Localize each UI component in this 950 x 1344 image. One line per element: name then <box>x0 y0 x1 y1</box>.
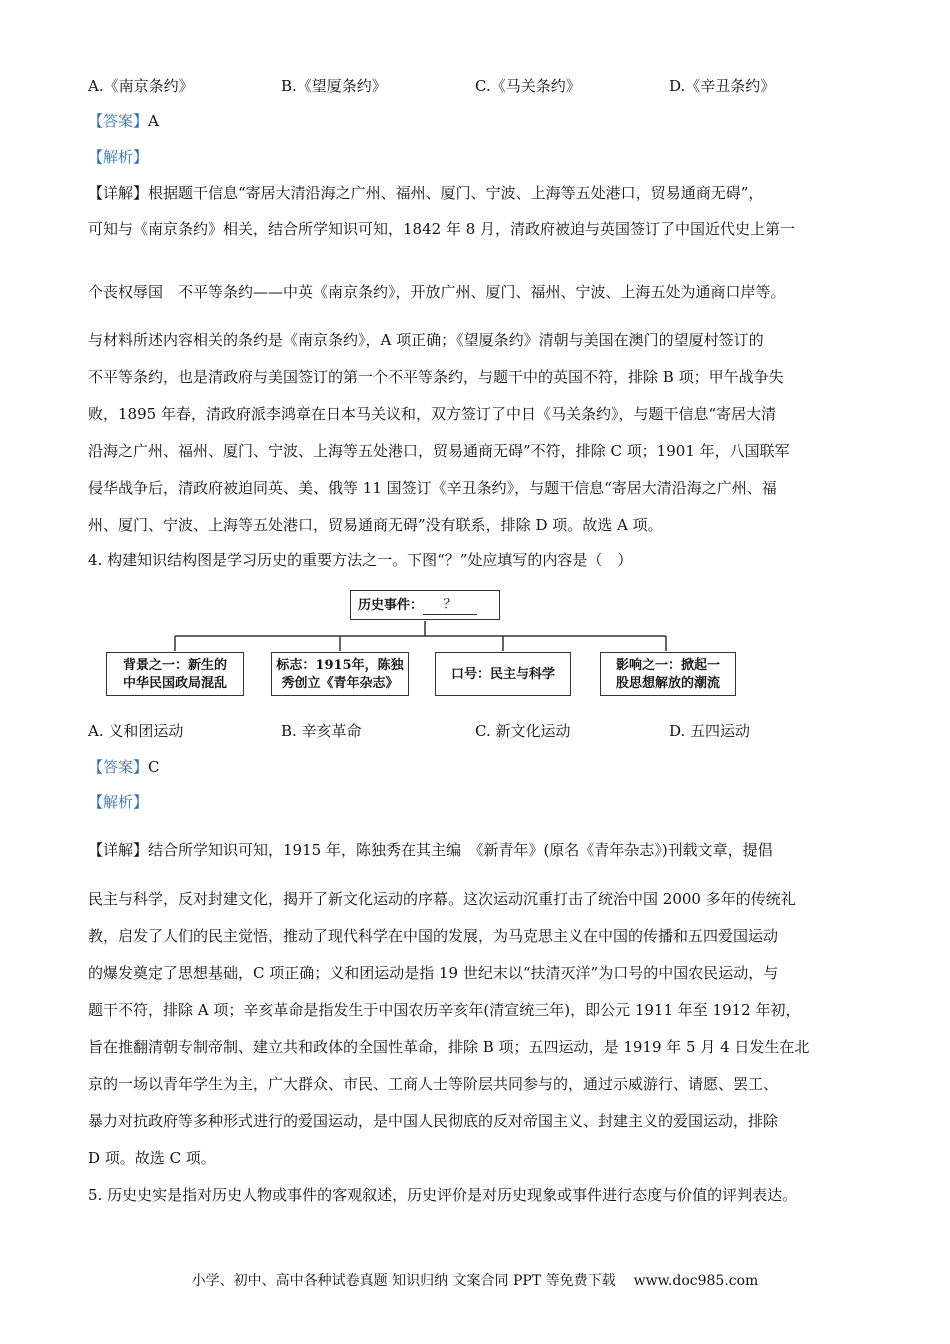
q4-analysis-label: 【解析】 <box>88 793 149 811</box>
knowledge-structure-diagram <box>100 588 750 700</box>
answer-value: C <box>148 758 160 776</box>
q3-option-c: C.《马关条约》 <box>475 77 581 95</box>
diagram-box-background <box>106 652 244 696</box>
diagram-box-line: 股思想解放的潮流 <box>615 675 720 691</box>
q4-option-d: D. 五四运动 <box>669 722 751 740</box>
footer-url[interactable]: www.doc985.com <box>633 1273 759 1289</box>
q4-option-c: C. 新文化运动 <box>475 722 571 740</box>
diagram-box-line: 中华民国政局混乱 <box>122 675 227 691</box>
q3-detail-line <box>88 183 763 203</box>
q4-detail-line: 民主与科学，反对封建文化，揭开了新文化运动的序幕。这次运动沉重打击了统治中国 2000 多年的传统礼 <box>88 890 796 908</box>
detail-label: 【详解】 <box>88 184 149 202</box>
diagram-box-line: 背景之一：新生的 <box>122 657 227 673</box>
diagram-box-line: 标志：1915年，陈独 <box>276 657 404 673</box>
answer-label: 【答案】 <box>88 112 149 130</box>
diagram-box-line: 影响之一：掀起一 <box>615 657 720 673</box>
q3-detail-line: 个丧权辱国 不平等条约——中英《南京条约》，开放广州、厦门、福州、宁波、上海五处为通商口岸等。 <box>88 283 786 301</box>
q4-detail-line: D 项。故选 C 项。 <box>88 1149 216 1167</box>
diagram-box-line: 秀创立《青年杂志》 <box>281 675 399 691</box>
answer-label: 【答案】 <box>88 758 149 776</box>
q3-detail-line: 沿海之广州、福州、厦门、宁波、上海等五处港口，贸易通商无碍”不符，排除 C 项；1901 年，八国联军 <box>88 442 790 460</box>
q5-stem: 5. 历史史实是指对历史人物或事件的客观叙述，历史评价是对历史现象或事件进行态度与价值的评判表达。 <box>88 1186 798 1204</box>
page-footer <box>0 1270 950 1290</box>
diagram-top-event-box <box>350 590 500 620</box>
q3-analysis-label: 【解析】 <box>88 148 149 166</box>
q4-detail-line <box>88 840 773 860</box>
q3-detail-line: 可知与《南京条约》相关，结合所学知识可知，1842 年 8 月，清政府被迫与英国签订了中国近代史上第一 <box>88 220 796 238</box>
q4-detail-line: 旨在推翻清朝专制帝制、建立共和政体的全国性革命，排除 B 项；五四运动，是 1919 年 5 月 4 日发生在北 <box>88 1038 810 1056</box>
q3-detail-line: 侵华战争后，清政府被迫同英、美、俄等 11 国签订《辛丑条约》，与题干信息“寄居大清沿海之广州、福 <box>88 479 777 497</box>
q3-detail-line: 败，1895 年春，清政府派李鸿章在日本马关议和，双方签订了中日《马关条约》，与题干信息“寄居大清 <box>88 405 777 423</box>
q4-detail-line: 京的一场以青年学生为主，广大群众、市民、工商人士等阶层共同参与的，通过示威游行、请愿、罢工、 <box>88 1075 779 1093</box>
q3-option-d: D.《辛丑条约》 <box>669 77 776 95</box>
q3-detail-line: 不平等条约，也是清政府与美国签订的第一个不平等条约，与题干中的英国不符，排除 B 项；甲午战争失 <box>88 368 784 386</box>
q3-detail-line: 与材料所述内容相关的条约是《南京条约》，A 项正确；《望厦条约》清朝与美国在澳门的望厦村签订的 <box>88 331 764 349</box>
q4-stem: 4. 构建知识结构图是学习历史的重要方法之一。下图“？”处应填写的内容是（ ） <box>88 551 633 569</box>
answer-value: A <box>148 112 159 130</box>
diagram-box-slogan <box>435 652 571 696</box>
q3-answer <box>88 111 159 131</box>
q3-detail-text: 根据题干信息“寄居大清沿海之广州、福州、厦门、宁波、上海等五处港口，贸易通商无碍”， <box>148 184 764 202</box>
footer-text: 小学、初中、高中各种试卷真题 知识归纳 文案合同 PPT 等免费下载 <box>191 1273 616 1289</box>
q4-detail-line: 教，启发了人们的民主觉悟，推动了现代科学在中国的发展，为马克思主义在中国的传播和五四爱国运动 <box>88 927 779 945</box>
detail-label: 【详解】 <box>88 841 149 859</box>
diagram-top-label: 历史事件： <box>358 597 424 613</box>
q4-option-b: B. 辛亥革命 <box>281 722 362 740</box>
q3-detail-line: 州、厦门、宁波、上海等五处港口，贸易通商无碍”没有联系，排除 D 项。故选 A 项。 <box>88 516 663 534</box>
q4-detail-line: 的爆发奠定了思想基础，C 项正确；义和团运动是指 19 世纪末以“扶清灭洋”为口号的中国农民运动，与 <box>88 964 779 982</box>
q3-option-b: B.《望厦条约》 <box>281 77 387 95</box>
diagram-box-influence <box>600 652 736 696</box>
diagram-box-symbol <box>271 652 409 696</box>
q4-detail-line: 暴力对抗政府等多种形式进行的爱国运动，是中国人民彻底的反对帝国主义、封建主义的爱国运动，排除 <box>88 1112 779 1130</box>
diagram-box-line: 口号：民主与科学 <box>450 666 555 682</box>
q4-detail-line: 题干不符，排除 A 项；辛亥革命是指发生于中国农历辛亥年(清宣统三年)，即公元 1911 年至 1912 年初， <box>88 1001 801 1019</box>
q4-answer <box>88 757 160 777</box>
q3-option-a: A.《南京条约》 <box>88 77 194 95</box>
q4-option-a: A. 义和团运动 <box>88 722 184 740</box>
q4-detail-text: 结合所学知识可知，1915 年，陈独秀在其主编 《新青年》(原名《青年杂志》)刊载文章，提倡 <box>148 841 773 859</box>
diagram-top-blank: ？ <box>423 596 477 615</box>
